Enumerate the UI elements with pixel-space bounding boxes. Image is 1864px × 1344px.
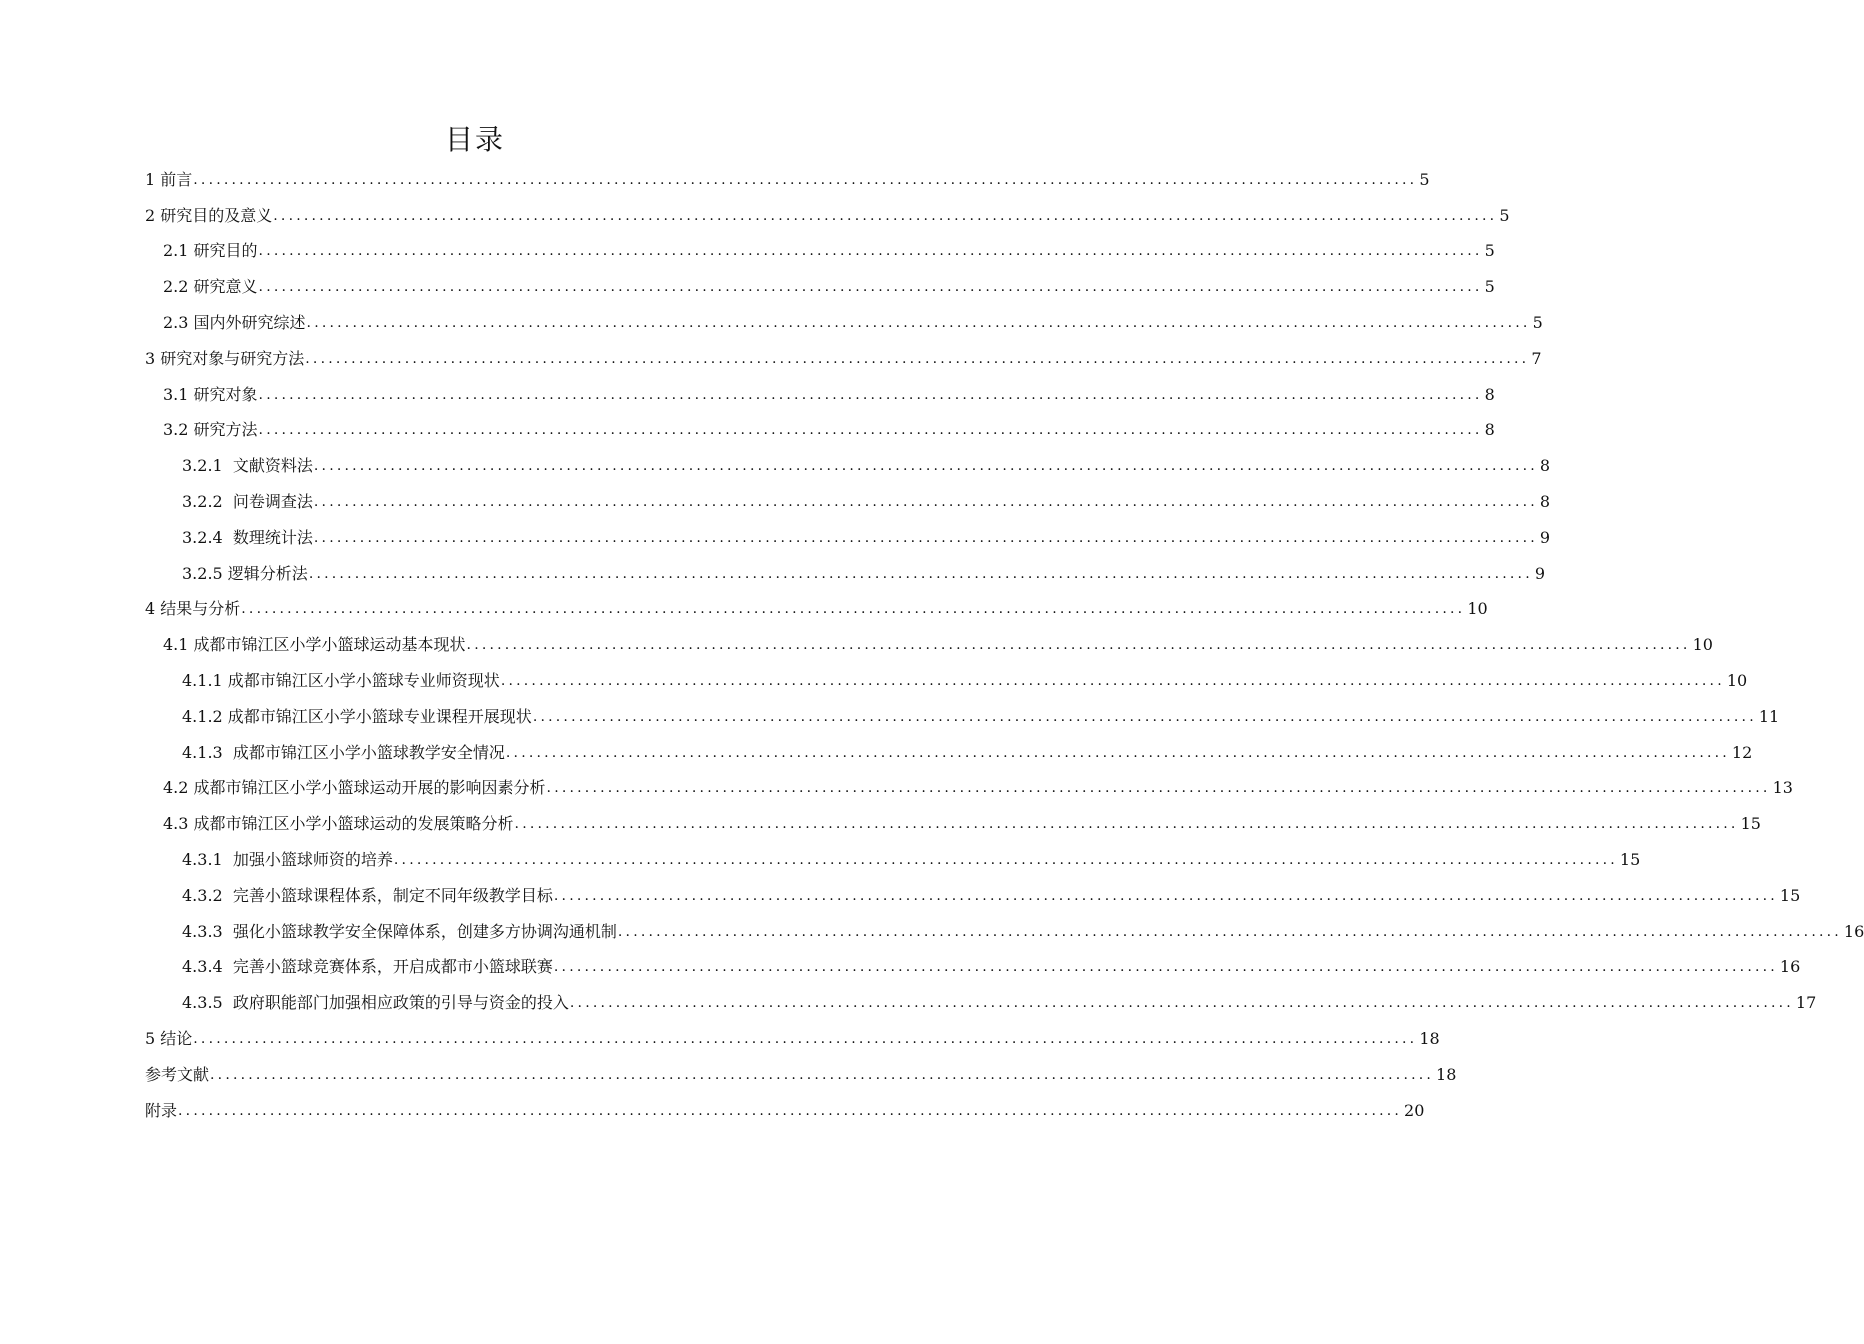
toc-entry-page: 16 [1843, 921, 1864, 941]
toc-entry-label: 3.1 研究对象 [163, 384, 258, 404]
toc-entry[interactable] [145, 1093, 1425, 1129]
toc-dot-leader: ................................................................................................................................................................ [546, 780, 1771, 797]
toc-entry-page: 8 [1484, 420, 1495, 440]
toc-dot-leader: ................................................................................................................................................................ [313, 529, 1538, 546]
toc-entry[interactable] [145, 771, 1793, 807]
toc-entry[interactable] [145, 985, 1817, 1021]
toc-list [145, 162, 1864, 1129]
toc-entry[interactable] [145, 448, 1551, 484]
toc-entry-page: 8 [1484, 384, 1495, 404]
toc-entry-label: 4.1.3 成都市锦江区小学小篮球教学安全情况 [182, 742, 505, 762]
toc-entry[interactable] [145, 520, 1551, 556]
toc-entry-label: 3 研究对象与研究方法 [145, 348, 305, 368]
toc-entry-page: 5 [1419, 169, 1430, 189]
toc-entry-page: 7 [1531, 348, 1542, 368]
toc-dot-leader: ................................................................................................................................................................ [305, 350, 1530, 367]
toc-entry[interactable] [145, 592, 1488, 628]
toc-entry-page: 8 [1539, 492, 1551, 512]
toc-entry[interactable] [145, 914, 1864, 950]
toc-dot-leader: ................................................................................................................................................................ [258, 422, 1483, 439]
toc-entry-page: 13 [1772, 778, 1793, 798]
toc-entry-page: 18 [1419, 1029, 1440, 1049]
toc-dot-leader: ................................................................................................................................................................ [466, 637, 1691, 654]
toc-entry-label: 4.3.2 完善小篮球课程体系，制定不同年级教学目标 [182, 885, 553, 905]
toc-entry-label: 4.3.1 加强小篮球师资的培养 [182, 850, 393, 870]
toc-entry-page: 18 [1436, 1064, 1457, 1084]
toc-entry[interactable] [145, 806, 1761, 842]
toc-entry[interactable] [145, 878, 1801, 914]
toc-entry-label: 2.3 国内外研究综述 [163, 313, 306, 333]
toc-entry-label: 2 研究目的及意义 [145, 205, 273, 225]
toc-entry[interactable] [145, 198, 1510, 234]
toc-entry-page: 9 [1534, 563, 1546, 583]
toc-entry-label: 3.2.2 问卷调查法 [182, 492, 313, 512]
toc-entry[interactable] [145, 950, 1801, 986]
toc-dot-leader: ................................................................................................................................................................ [193, 171, 1418, 188]
toc-entry-page: 5 [1484, 241, 1495, 261]
toc-entry-label: 5 结论 [145, 1029, 193, 1049]
toc-dot-leader: ................................................................................................................................................................ [193, 1031, 1418, 1048]
toc-entry-label: 4.3 成都市锦江区小学小篮球运动的发展策略分析 [163, 814, 514, 834]
toc-dot-leader: ................................................................................................................................................................ [313, 458, 1538, 475]
toc-entry-page: 9 [1539, 527, 1551, 547]
toc-entry-page: 10 [1467, 599, 1488, 619]
toc-entry-label: 参考文献 [145, 1064, 210, 1084]
toc-entry-label: 4.3.5 政府职能部门加强相应政策的引导与资金的投入 [182, 993, 569, 1013]
toc-entry-page: 5 [1499, 205, 1510, 225]
toc-entry-label: 1 前言 [145, 169, 193, 189]
toc-entry-page: 17 [1795, 993, 1817, 1013]
toc-dot-leader: ................................................................................................................................................................ [241, 601, 1466, 618]
toc-dot-leader: ................................................................................................................................................................ [532, 708, 1757, 725]
toc-entry[interactable] [145, 377, 1495, 413]
toc-entry[interactable] [145, 484, 1551, 520]
toc-dot-leader: ................................................................................................................................................................ [258, 386, 1483, 403]
toc-entry-label: 4 结果与分析 [145, 599, 241, 619]
toc-dot-leader: ................................................................................................................................................................ [306, 315, 1531, 332]
toc-entry-page: 15 [1619, 850, 1641, 870]
toc-dot-leader: ................................................................................................................................................................ [258, 243, 1483, 260]
toc-entry[interactable] [145, 305, 1543, 341]
toc-dot-leader: ................................................................................................................................................................ [514, 816, 1739, 833]
toc-entry[interactable] [145, 341, 1542, 377]
toc-entry-page: 20 [1404, 1100, 1425, 1120]
toc-entry-page: 11 [1758, 706, 1780, 726]
toc-entry[interactable] [145, 1057, 1457, 1093]
toc-title: 目录 [444, 123, 505, 156]
toc-entry-label: 2.2 研究意义 [163, 277, 258, 297]
toc-entry-page: 15 [1740, 814, 1761, 834]
toc-entry[interactable] [145, 663, 1748, 699]
toc-entry[interactable] [145, 234, 1495, 270]
toc-entry-page: 8 [1539, 456, 1551, 476]
toc-entry[interactable] [145, 413, 1495, 449]
toc-dot-leader: ................................................................................................................................................................ [178, 1102, 1403, 1119]
toc-dot-leader: ................................................................................................................................................................ [308, 565, 1533, 582]
toc-entry-label: 附录 [145, 1100, 178, 1120]
toc-dot-leader: ................................................................................................................................................................ [553, 959, 1778, 976]
toc-dot-leader: ................................................................................................................................................................ [553, 887, 1778, 904]
toc-entry-label: 3.2.5 逻辑分析法 [182, 563, 308, 583]
toc-dot-leader: ................................................................................................................................................................ [273, 207, 1498, 224]
toc-dot-leader: ................................................................................................................................................................ [393, 852, 1618, 869]
toc-dot-leader: ................................................................................................................................................................ [505, 744, 1730, 761]
toc-entry-label: 4.1.1 成都市锦江区小学小篮球专业师资现状 [182, 671, 500, 691]
toc-entry[interactable] [145, 1021, 1440, 1057]
toc-entry-page: 12 [1731, 742, 1753, 762]
toc-dot-leader: ................................................................................................................................................................ [617, 923, 1842, 940]
toc-entry[interactable] [145, 269, 1495, 305]
toc-entry-label: 4.2 成都市锦江区小学小篮球运动开展的影响因素分析 [163, 778, 546, 798]
toc-entry[interactable] [145, 162, 1430, 198]
toc-dot-leader: ................................................................................................................................................................ [210, 1066, 1435, 1083]
toc-dot-leader: ................................................................................................................................................................ [569, 995, 1794, 1012]
toc-entry[interactable] [145, 842, 1641, 878]
toc-entry-label: 4.1.2 成都市锦江区小学小篮球专业课程开展现状 [182, 706, 532, 726]
toc-entry-page: 16 [1779, 957, 1801, 977]
toc-entry-page: 10 [1726, 671, 1748, 691]
toc-entry[interactable] [145, 627, 1713, 663]
toc-entry-page: 10 [1692, 635, 1713, 655]
toc-entry-label: 3.2.4 数理统计法 [182, 527, 313, 547]
toc-entry[interactable] [145, 556, 1546, 592]
toc-entry-label: 3.2.1 文献资料法 [182, 456, 313, 476]
toc-entry[interactable] [145, 699, 1780, 735]
toc-entry-label: 4.3.4 完善小篮球竞赛体系，开启成都市小篮球联赛 [182, 957, 553, 977]
toc-entry-page: 5 [1532, 313, 1543, 333]
toc-dot-leader: ................................................................................................................................................................ [313, 494, 1538, 511]
toc-entry-page: 15 [1779, 885, 1801, 905]
toc-entry-label: 3.2 研究方法 [163, 420, 258, 440]
toc-entry-label: 4.3.3 强化小篮球教学安全保障体系，创建多方协调沟通机制 [182, 921, 617, 941]
toc-entry-label: 2.1 研究目的 [163, 241, 258, 261]
toc-entry[interactable] [145, 735, 1753, 771]
toc-dot-leader: ................................................................................................................................................................ [500, 673, 1725, 690]
toc-entry-page: 5 [1484, 277, 1495, 297]
toc-entry-label: 4.1 成都市锦江区小学小篮球运动基本现状 [163, 635, 466, 655]
toc-dot-leader: ................................................................................................................................................................ [258, 279, 1483, 296]
